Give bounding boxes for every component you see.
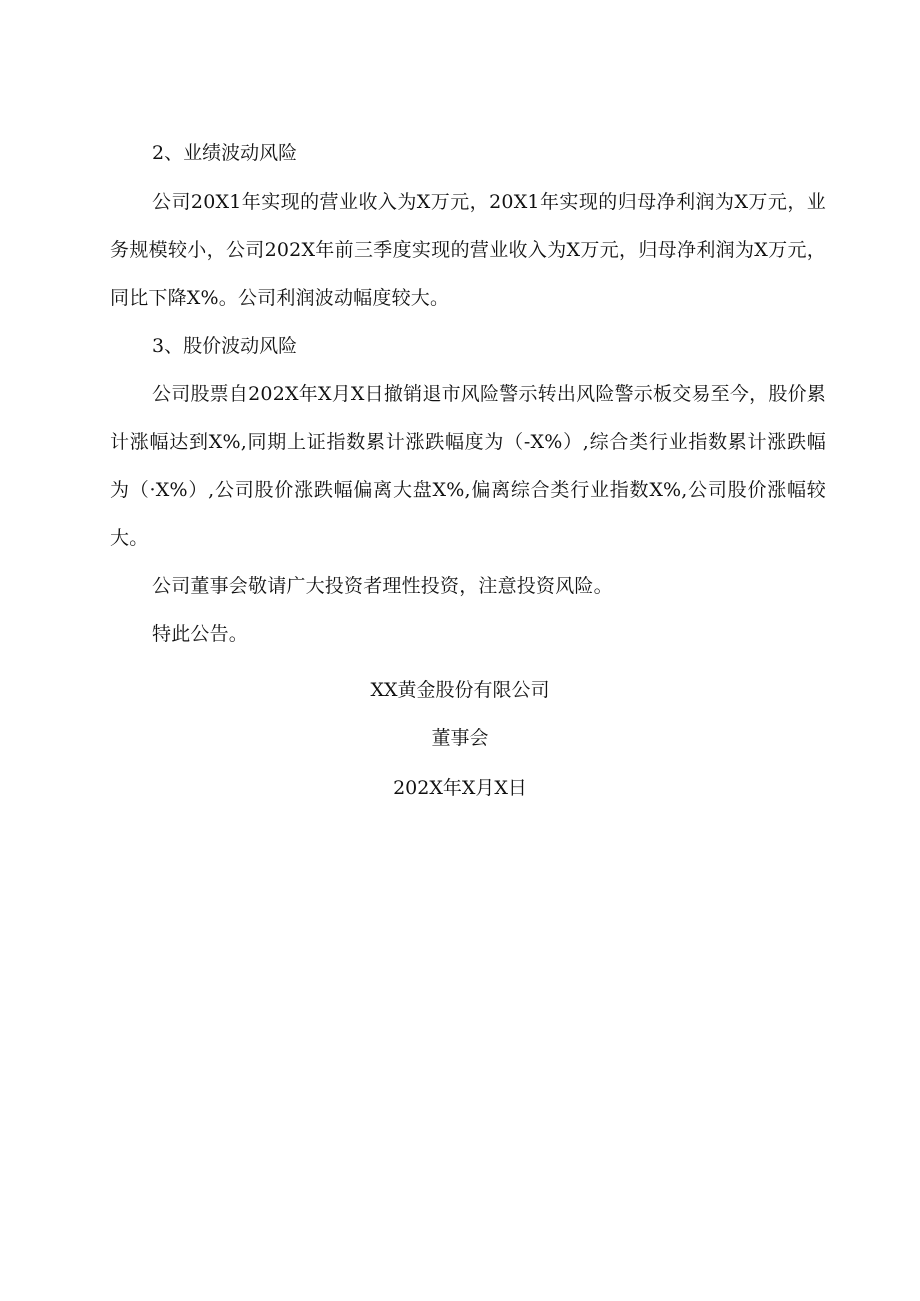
section-2-body: 公司20X1年实现的营业收入为X万元，20X1年实现的归母净利润为X万元，业务规模较小，公司202X年前三季度实现的营业收入为X万元，归母净利润为X万元，同比下降X%。公司利润波动幅度较大。 — [110, 191, 826, 309]
signature-company: XX黄金股份有限公司 — [370, 679, 550, 701]
section-3-body: 公司股票自202X年X月X日撤销退市风险警示转出风险警示板交易至今，股价累计涨幅达到X%,同期上证指数累计涨跌幅度为（-X%）,综合类行业指数累计涨跌幅为（·X%）,公司股价涨跌幅偏离大盘X%,偏离综合类行业指数X%,公司股价涨幅较大。 — [110, 383, 826, 549]
signature-board: 董事会 — [431, 727, 489, 749]
section-3-heading: 3、股价波动风险 — [152, 335, 298, 357]
investor-reminder: 公司董事会敬请广大投资者理性投资，注意投资风险。 — [152, 575, 613, 597]
section-2-heading: 2、业绩波动风险 — [152, 142, 298, 164]
signature-date: 202X年X月X日 — [393, 777, 527, 799]
closing-statement: 特此公告。 — [152, 623, 249, 645]
